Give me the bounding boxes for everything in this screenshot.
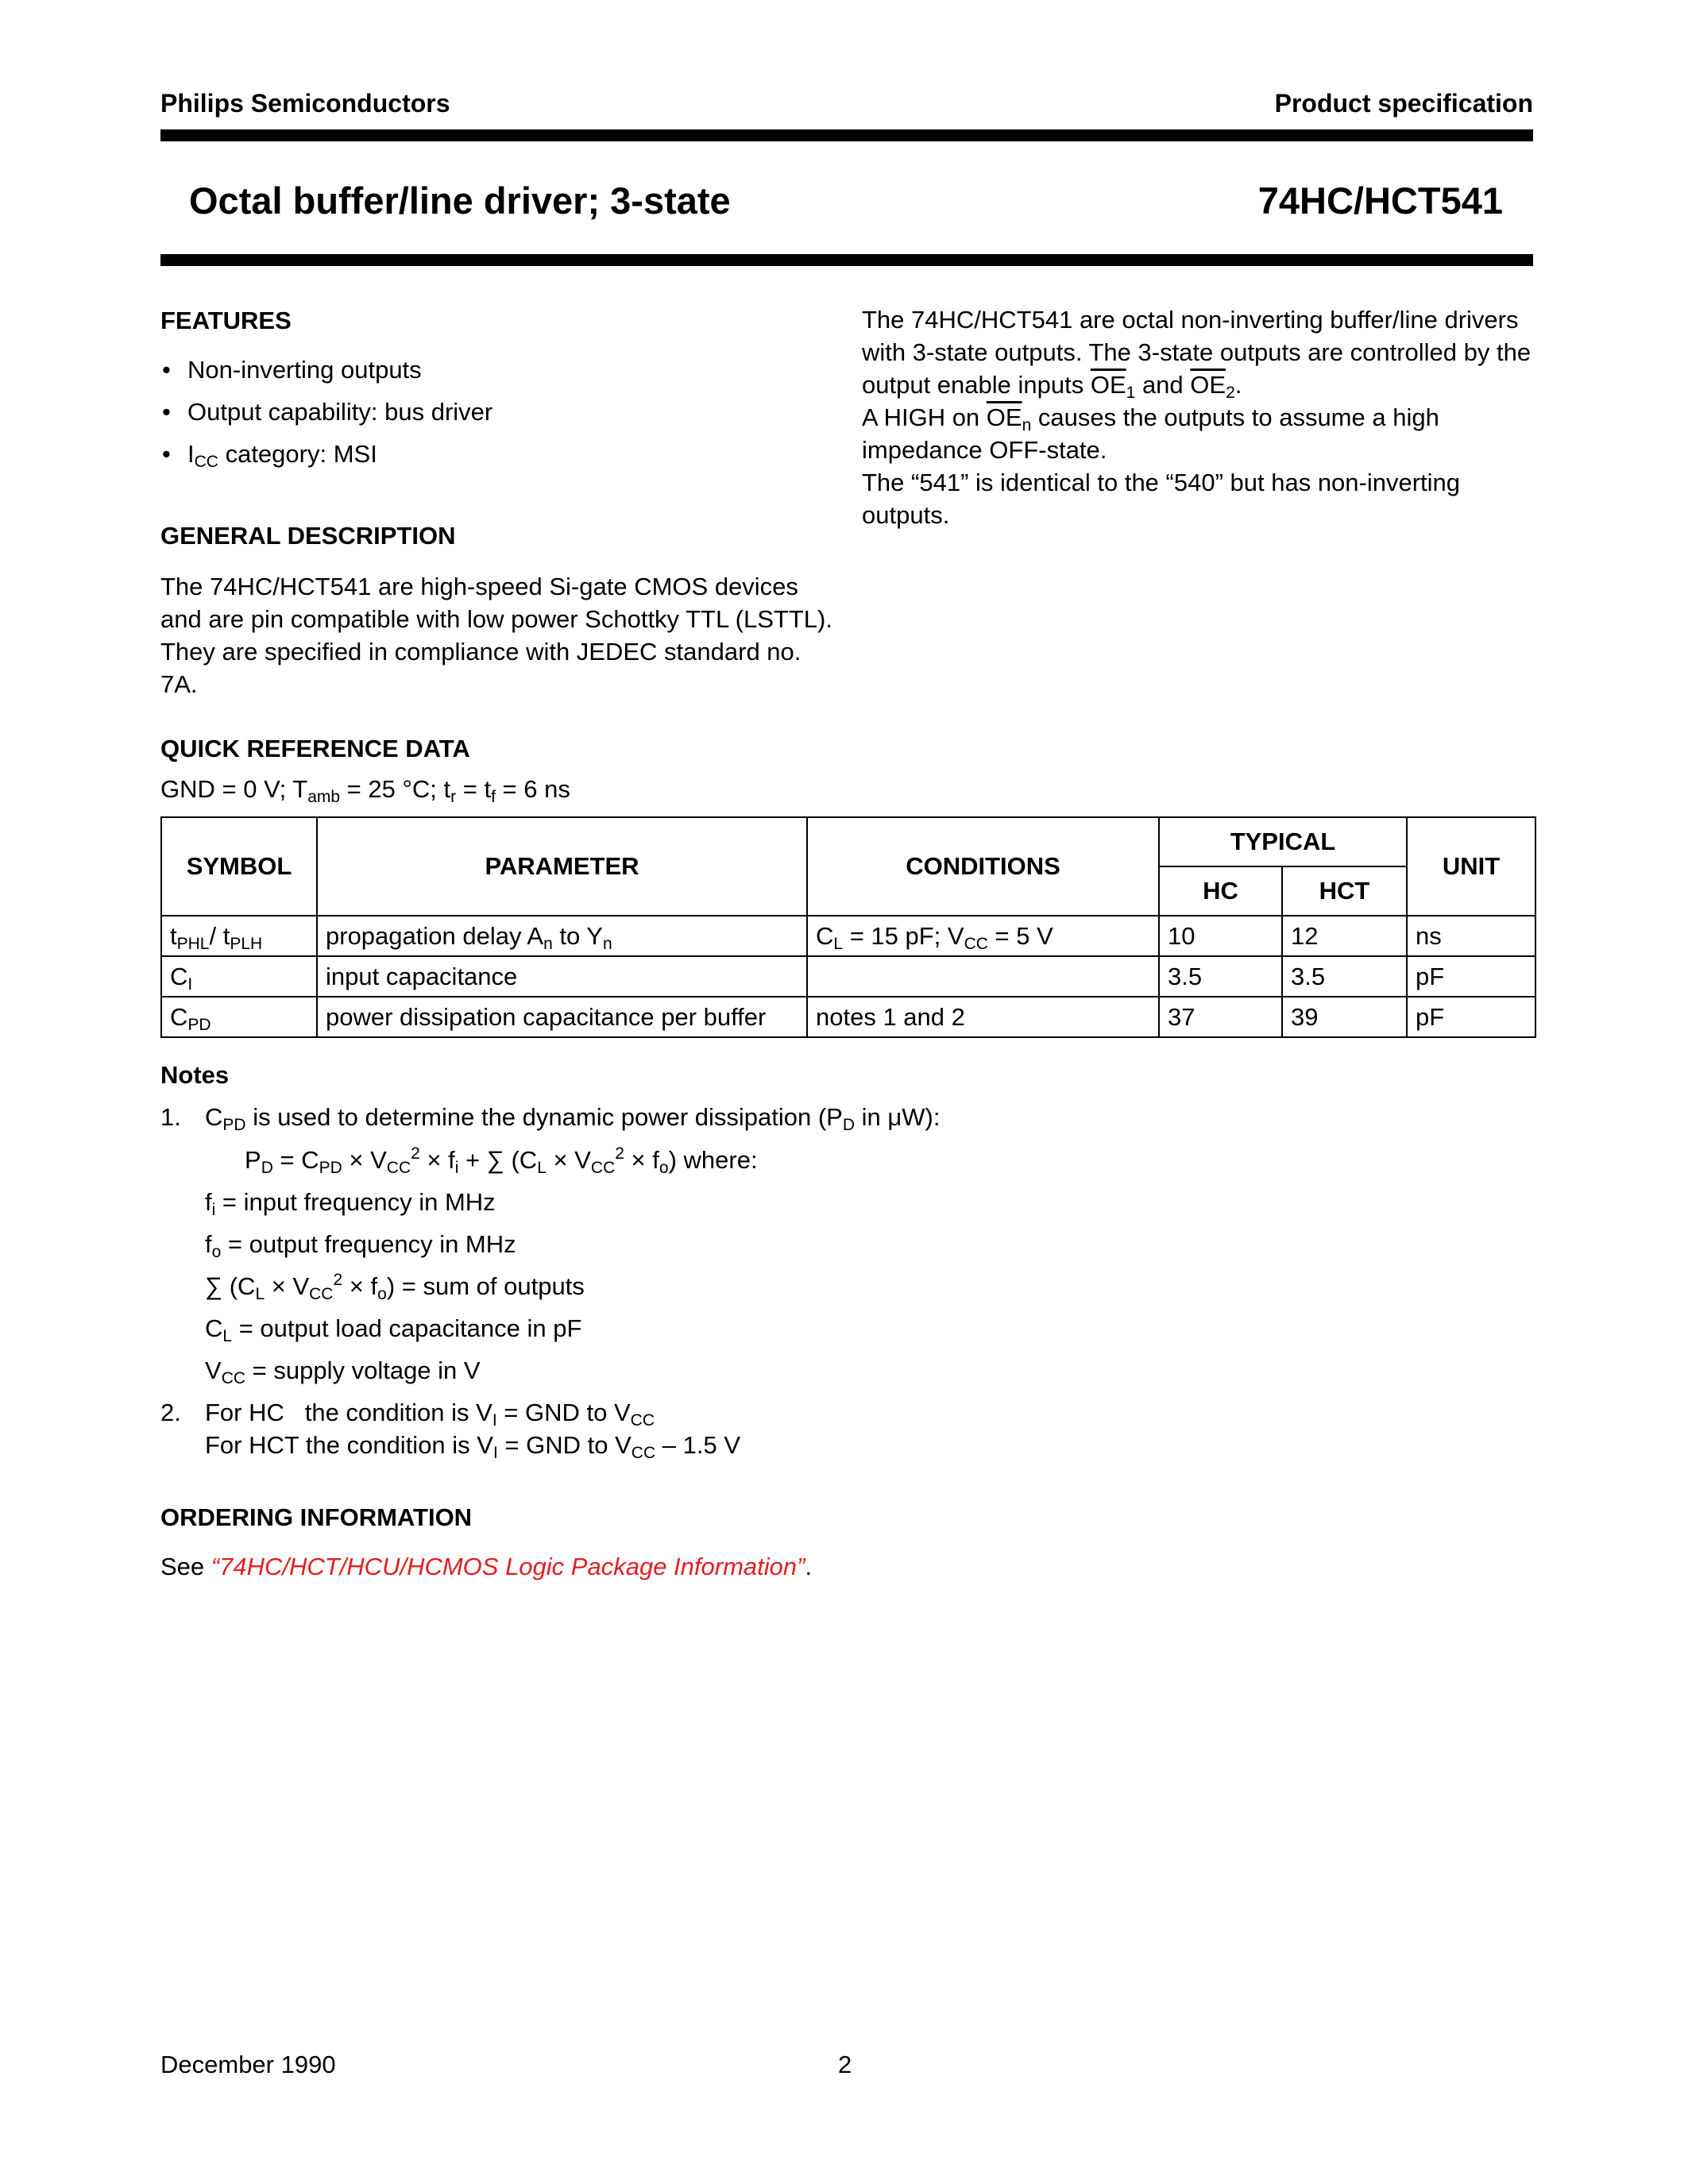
quick-reference-table <box>160 816 1536 1038</box>
cell-symbol: $C_I$ <box>161 956 317 997</box>
note-fi: $f_i$ = input frequency in MHz <box>205 1188 496 1219</box>
cell-hct: 12 <box>1282 916 1407 956</box>
cell-unit: pF <box>1407 956 1535 997</box>
cell-unit: pF <box>1407 997 1535 1037</box>
header-doc-type: Product specification <box>1274 89 1533 118</box>
page-number: 2 <box>838 2051 852 2078</box>
note-2-number: 2. <box>160 1399 181 1426</box>
col-header-parameter: PARAMETER <box>317 817 807 916</box>
note-2-hc: For HC the condition is $V_I$ = GND to $V_{CC}$ <box>205 1399 655 1430</box>
cell-conditions <box>807 956 1159 997</box>
col-header-typical: TYPICAL <box>1159 817 1407 866</box>
cell-symbol: $C_{PD}$ <box>161 997 317 1037</box>
list-item: • Output capability: bus driver <box>162 398 493 426</box>
note-fo: $f_o$ = output frequency in MHz <box>205 1230 516 1261</box>
cell-parameter: propagation delay $A_n$ to $Y_n$ <box>317 916 807 956</box>
footer-date: December 1990 <box>160 2051 336 2078</box>
note-sum: ∑ $(C_L \times V_{CC}^2 \times f_o)$ = sum of outputs <box>205 1271 585 1303</box>
cell-parameter: power dissipation capacitance per buffer <box>317 997 807 1037</box>
cell-hct: 39 <box>1282 997 1407 1037</box>
cell-hc: 37 <box>1159 997 1282 1037</box>
col-header-hc: HC <box>1159 866 1282 916</box>
note-2-hct: For HCT the condition is $V_I$ = GND to $V_{CC} - 1.5$ V <box>205 1431 740 1462</box>
note-vcc: $V_{CC}$ = supply voltage in V <box>205 1356 481 1387</box>
list-item: • $I_{CC}$ category: MSI <box>162 440 377 471</box>
notes-heading: Notes <box>160 1061 230 1089</box>
header-rule <box>160 129 1533 141</box>
table-row <box>161 956 1535 997</box>
features-list <box>160 353 492 480</box>
cell-parameter: input capacitance <box>317 956 807 997</box>
title-rule <box>160 254 1533 266</box>
cell-conditions: $C_L = 15$ pF; $V_{CC} = 5$ V <box>807 916 1159 956</box>
cell-hc: 3.5 <box>1159 956 1282 997</box>
table-row <box>161 997 1535 1037</box>
cell-conditions: notes 1 and 2 <box>807 997 1159 1037</box>
device-description: The 74HC/HCT541 are octal non-inverting buffer/line drivers with 3-state outputs. The 3-state outputs are controlled by the output enable inputs $\overline{OE}_1$ and $\overline{OE}_2$. A HIGH on $\overline{OE}_n$ causes the outputs to assume a high impedance OFF-state. The “541” is identical to the “540” but has non-inverting outputs. <box>862 306 1532 529</box>
ordering-text: See “74HC/HCT/HCU/HCMOS Logic Package Information”. <box>160 1553 813 1580</box>
col-header-symbol: SYMBOL <box>161 817 317 916</box>
col-header-hct: HCT <box>1282 866 1407 916</box>
note-1-formula: $P_D = C_{PD} \times V_{CC}^2 \times f_i$ + ∑ $(C_L \times V_{CC}^2 \times f_o)$ where: <box>245 1144 758 1177</box>
general-description-heading: GENERAL DESCRIPTION <box>160 522 456 550</box>
note-1-number: 1. <box>160 1103 181 1131</box>
part-number: 74HC/HCT541 <box>1257 179 1503 222</box>
page-title: Octal buffer/line driver; 3-state <box>189 179 731 222</box>
list-item: • Non-inverting outputs <box>162 356 422 384</box>
col-header-unit: UNIT <box>1407 817 1535 916</box>
package-info-link[interactable]: “74HC/HCT/HCU/HCMOS Logic Package Information” <box>211 1553 805 1580</box>
cell-hc: 10 <box>1159 916 1282 956</box>
table-row <box>161 916 1535 956</box>
cell-hct: 3.5 <box>1282 956 1407 997</box>
general-description-text: The 74HC/HCT541 are high-speed Si-gate CMOS devices and are pin compatible with low power Schottky TTL (LSTTL). They are specified in compliance with JEDEC standard no. 7A. <box>160 573 832 698</box>
cell-unit: ns <box>1407 916 1535 956</box>
cell-symbol: $t_{PHL}/$ $t_{PLH}$ <box>161 916 317 956</box>
header-company: Philips Semiconductors <box>160 89 450 118</box>
qrd-conditions: GND = 0 V; $T_{amb} = 25$ °C; $t_r = t_f = 6$ ns <box>160 775 570 806</box>
features-heading: FEATURES <box>160 307 292 334</box>
note-cl: $C_L$ = output load capacitance in pF <box>205 1314 582 1345</box>
col-header-conditions: CONDITIONS <box>807 817 1159 916</box>
note-1-text: $C_{PD}$ is used to determine the dynamic power dissipation ($P_D$ in μW): <box>205 1103 941 1134</box>
ordering-heading: ORDERING INFORMATION <box>160 1503 473 1531</box>
qrd-heading: QUICK REFERENCE DATA <box>160 735 470 762</box>
